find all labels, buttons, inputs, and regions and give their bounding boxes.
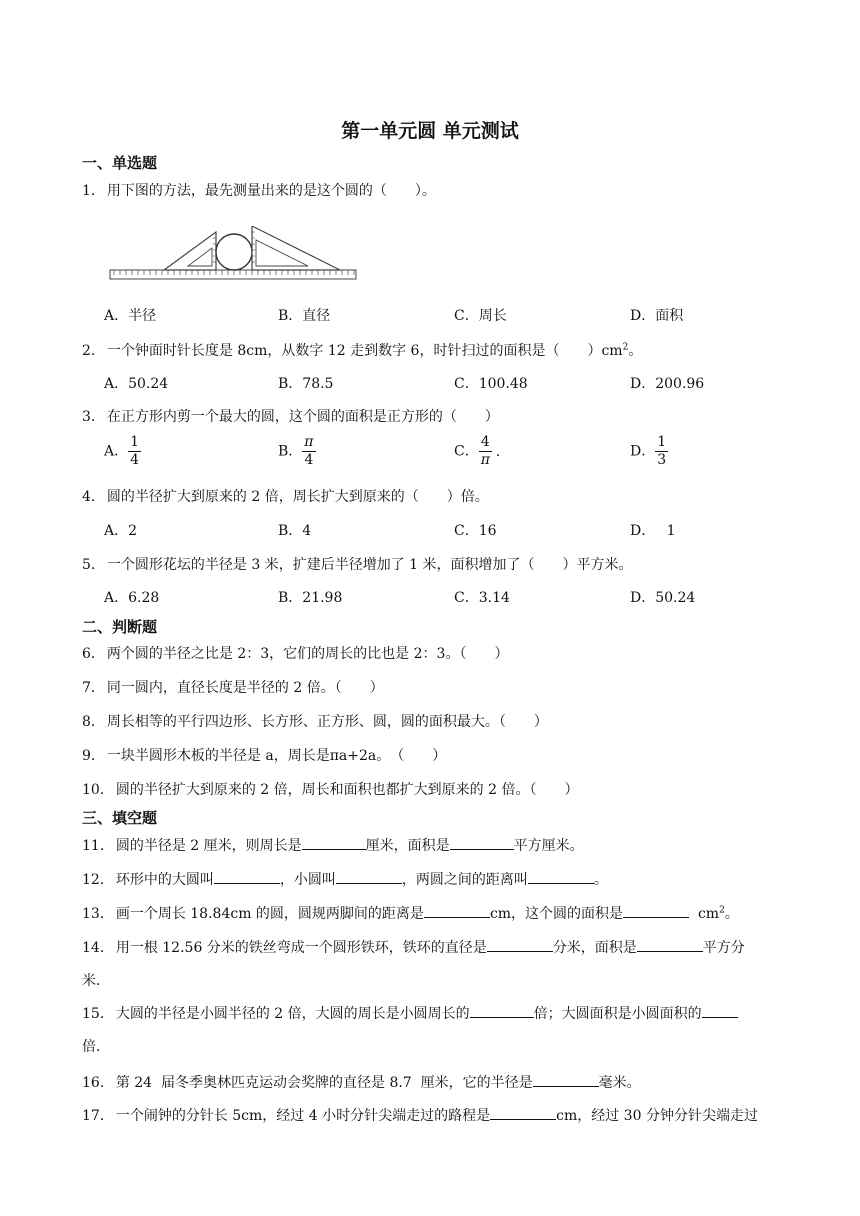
answer-blank[interactable] (533, 1072, 599, 1087)
question-text: 用一根 12.56 分米的铁丝弯成一个圆形铁环，铁环的直径是 (115, 940, 487, 956)
question-number: 12． (82, 872, 114, 888)
option-a[interactable]: A．6.28 (104, 590, 160, 606)
question-text: 一个圆形花坛的半径是 3 米，扩建后半径增加了 1 米，面积增加了（ ）平方米。 (106, 557, 633, 573)
denominator: 4 (304, 452, 314, 468)
question-text: 。 (724, 906, 739, 922)
question-text: 一个闹钟的分针长 5cm，经过 4 小时分针尖端走过的路程是 (115, 1108, 491, 1124)
question-text: 圆的半径扩大到原来的 2 倍，周长和面积也都扩大到原来的 2 倍。（ ） (115, 782, 579, 798)
option-b[interactable]: B．78.5 (278, 376, 334, 392)
option-label: A． (104, 443, 129, 460)
section-heading-fill-blank: 三、填空题 (82, 809, 158, 827)
question-1 (82, 180, 436, 200)
question-text: 。 (593, 872, 608, 888)
option-tail: . (495, 443, 501, 460)
superscript: 2 (622, 342, 629, 353)
fraction (302, 434, 315, 469)
question-number: 4． (82, 489, 105, 505)
question-17 (82, 1105, 758, 1125)
numerator: 4 (479, 434, 492, 452)
question-4 (82, 486, 489, 506)
question-text: 大圆的半径是小圆半径的 2 倍，大圆的周长是小圆周长的 (115, 1006, 470, 1022)
question-number: 6． (82, 646, 105, 662)
question-number: 9． (82, 748, 105, 764)
denominator: 3 (657, 452, 667, 468)
option-a[interactable]: A．2 (104, 523, 138, 539)
option-c[interactable]: C．周长 (454, 308, 507, 324)
question-12 (82, 869, 608, 889)
question-text: 环形中的大圆叫 (115, 872, 214, 888)
question-7 (82, 677, 384, 697)
denominator: 4 (130, 452, 140, 468)
option-a[interactable] (104, 434, 141, 469)
option-d[interactable]: D． 1 (630, 523, 676, 539)
question-15 (82, 1003, 738, 1023)
option-c[interactable] (454, 434, 500, 469)
question-number: 13． (82, 906, 114, 922)
answer-blank[interactable] (637, 937, 703, 952)
answer-blank[interactable] (623, 903, 689, 918)
fraction (128, 434, 141, 469)
question-text: 平方分 (702, 940, 745, 956)
question-text: 第 24 届冬季奥林匹克运动会奖牌的直径是 8.7 厘米，它的半径是 (115, 1075, 533, 1091)
question-text: 平方厘米。 (513, 838, 584, 854)
question-number: 8． (82, 714, 105, 730)
question-text: cm，这个圆的面积是 (489, 906, 624, 922)
question-number: 1． (82, 183, 105, 199)
option-c[interactable]: C．16 (454, 523, 497, 539)
question-text: 分米，面积是 (552, 940, 637, 956)
question-text: 圆的半径扩大到原来的 2 倍，周长扩大到原来的（ ）倍。 (106, 489, 489, 505)
question-text: 倍；大圆面积是小圆面积的 (533, 1006, 702, 1022)
superscript: 2 (719, 905, 725, 916)
option-b[interactable]: B．21.98 (278, 590, 343, 606)
question-3 (82, 406, 499, 426)
page-title: 第一单元圆 单元测试 (341, 120, 519, 142)
option-d[interactable]: D．50.24 (630, 590, 696, 606)
answer-blank[interactable] (470, 1003, 534, 1018)
question-number: 5． (82, 557, 105, 573)
option-a[interactable]: A．50.24 (104, 376, 169, 392)
question-text: 一个钟面时针长度是 8cm，从数字 12 走到数字 6，时针扫过的面积是（ ）cm (106, 343, 623, 359)
numerator: π (304, 434, 314, 450)
question-text: 用下图的方法，最先测量出来的是这个圆的（ ）。 (106, 183, 436, 199)
answer-blank[interactable] (702, 1003, 738, 1018)
answer-blank[interactable] (487, 937, 553, 952)
question-5 (82, 554, 633, 574)
answer-blank[interactable] (528, 869, 594, 884)
question-text: cm (689, 906, 720, 922)
option-d[interactable]: D．面积 (630, 308, 684, 324)
question-text: 两个圆的半径之比是 2：3，它们的周长的比也是 2：3。（ ） (106, 646, 509, 662)
question-6 (82, 643, 508, 663)
option-c[interactable]: C．3.14 (454, 590, 510, 606)
question-text: 毫米。 (598, 1075, 641, 1091)
section-heading-true-false: 二、判断题 (82, 618, 158, 636)
question-text: 一块半圆形木板的半径是 a，周长是πa+2a。 （ ） (106, 748, 447, 764)
question-number: 11． (82, 838, 114, 854)
option-b[interactable]: B．4 (278, 523, 312, 539)
question-16 (82, 1072, 641, 1092)
answer-blank[interactable] (424, 903, 490, 918)
question-text: 同一圆内，直径长度是半径的 2 倍。（ ） (106, 680, 384, 696)
question-text: 周长相等的平行四边形、长方形、正方形、圆，圆的面积最大。（ ） (106, 714, 548, 730)
question-number: 17． (82, 1108, 114, 1124)
ruler-triangles-circle-figure (108, 226, 360, 284)
denominator: π (480, 452, 490, 468)
fraction (479, 434, 492, 469)
option-b[interactable]: B．直径 (278, 308, 331, 324)
question-2 (82, 340, 642, 360)
question-8 (82, 711, 548, 731)
option-label: D． (630, 443, 656, 460)
question-9 (82, 745, 446, 765)
numerator: 1 (130, 434, 140, 450)
option-d[interactable]: D．200.96 (630, 376, 705, 392)
option-a[interactable]: A．半径 (104, 308, 157, 324)
question-10 (82, 779, 578, 799)
question-text: ，小圆叫 (279, 872, 336, 888)
option-label: B． (278, 443, 303, 460)
question-text: 在正方形内剪一个最大的圆，这个圆的面积是正方形的（ ） (106, 409, 499, 425)
question-14-continuation: 米． (82, 973, 110, 989)
question-number: 2． (82, 343, 105, 359)
answer-blank[interactable] (214, 869, 280, 884)
answer-blank[interactable] (302, 835, 366, 850)
question-number: 7． (82, 680, 105, 696)
question-14 (82, 937, 745, 957)
option-d[interactable] (630, 434, 668, 469)
option-c[interactable]: C．100.48 (454, 376, 528, 392)
fraction (655, 434, 668, 469)
option-b[interactable] (278, 434, 316, 469)
answer-blank[interactable] (450, 835, 514, 850)
question-number: 16． (82, 1075, 114, 1091)
answer-blank[interactable] (490, 1105, 556, 1120)
option-label: C． (454, 443, 479, 460)
question-text: 厘米，面积是 (365, 838, 450, 854)
question-15-continuation: 倍． (82, 1039, 110, 1055)
question-number: 10． (82, 782, 114, 798)
question-number: 15． (82, 1006, 114, 1022)
question-number: 3． (82, 409, 105, 425)
question-text: 画一个周长 18.84cm 的圆，圆规两脚间的距离是 (115, 906, 424, 922)
question-text: cm，经过 30 分钟分针尖端走过 (556, 1108, 758, 1124)
question-text-end: 。 (628, 343, 643, 359)
question-text: 圆的半径是 2 厘米，则周长是 (115, 838, 302, 854)
question-number: 14． (82, 940, 114, 956)
question-text: ，两圆之间的距离叫 (401, 872, 528, 888)
question-11 (82, 835, 584, 855)
answer-blank[interactable] (336, 869, 402, 884)
question-13 (82, 903, 739, 923)
section-heading-single-choice: 一、单选题 (82, 154, 158, 172)
numerator: 1 (657, 434, 667, 450)
